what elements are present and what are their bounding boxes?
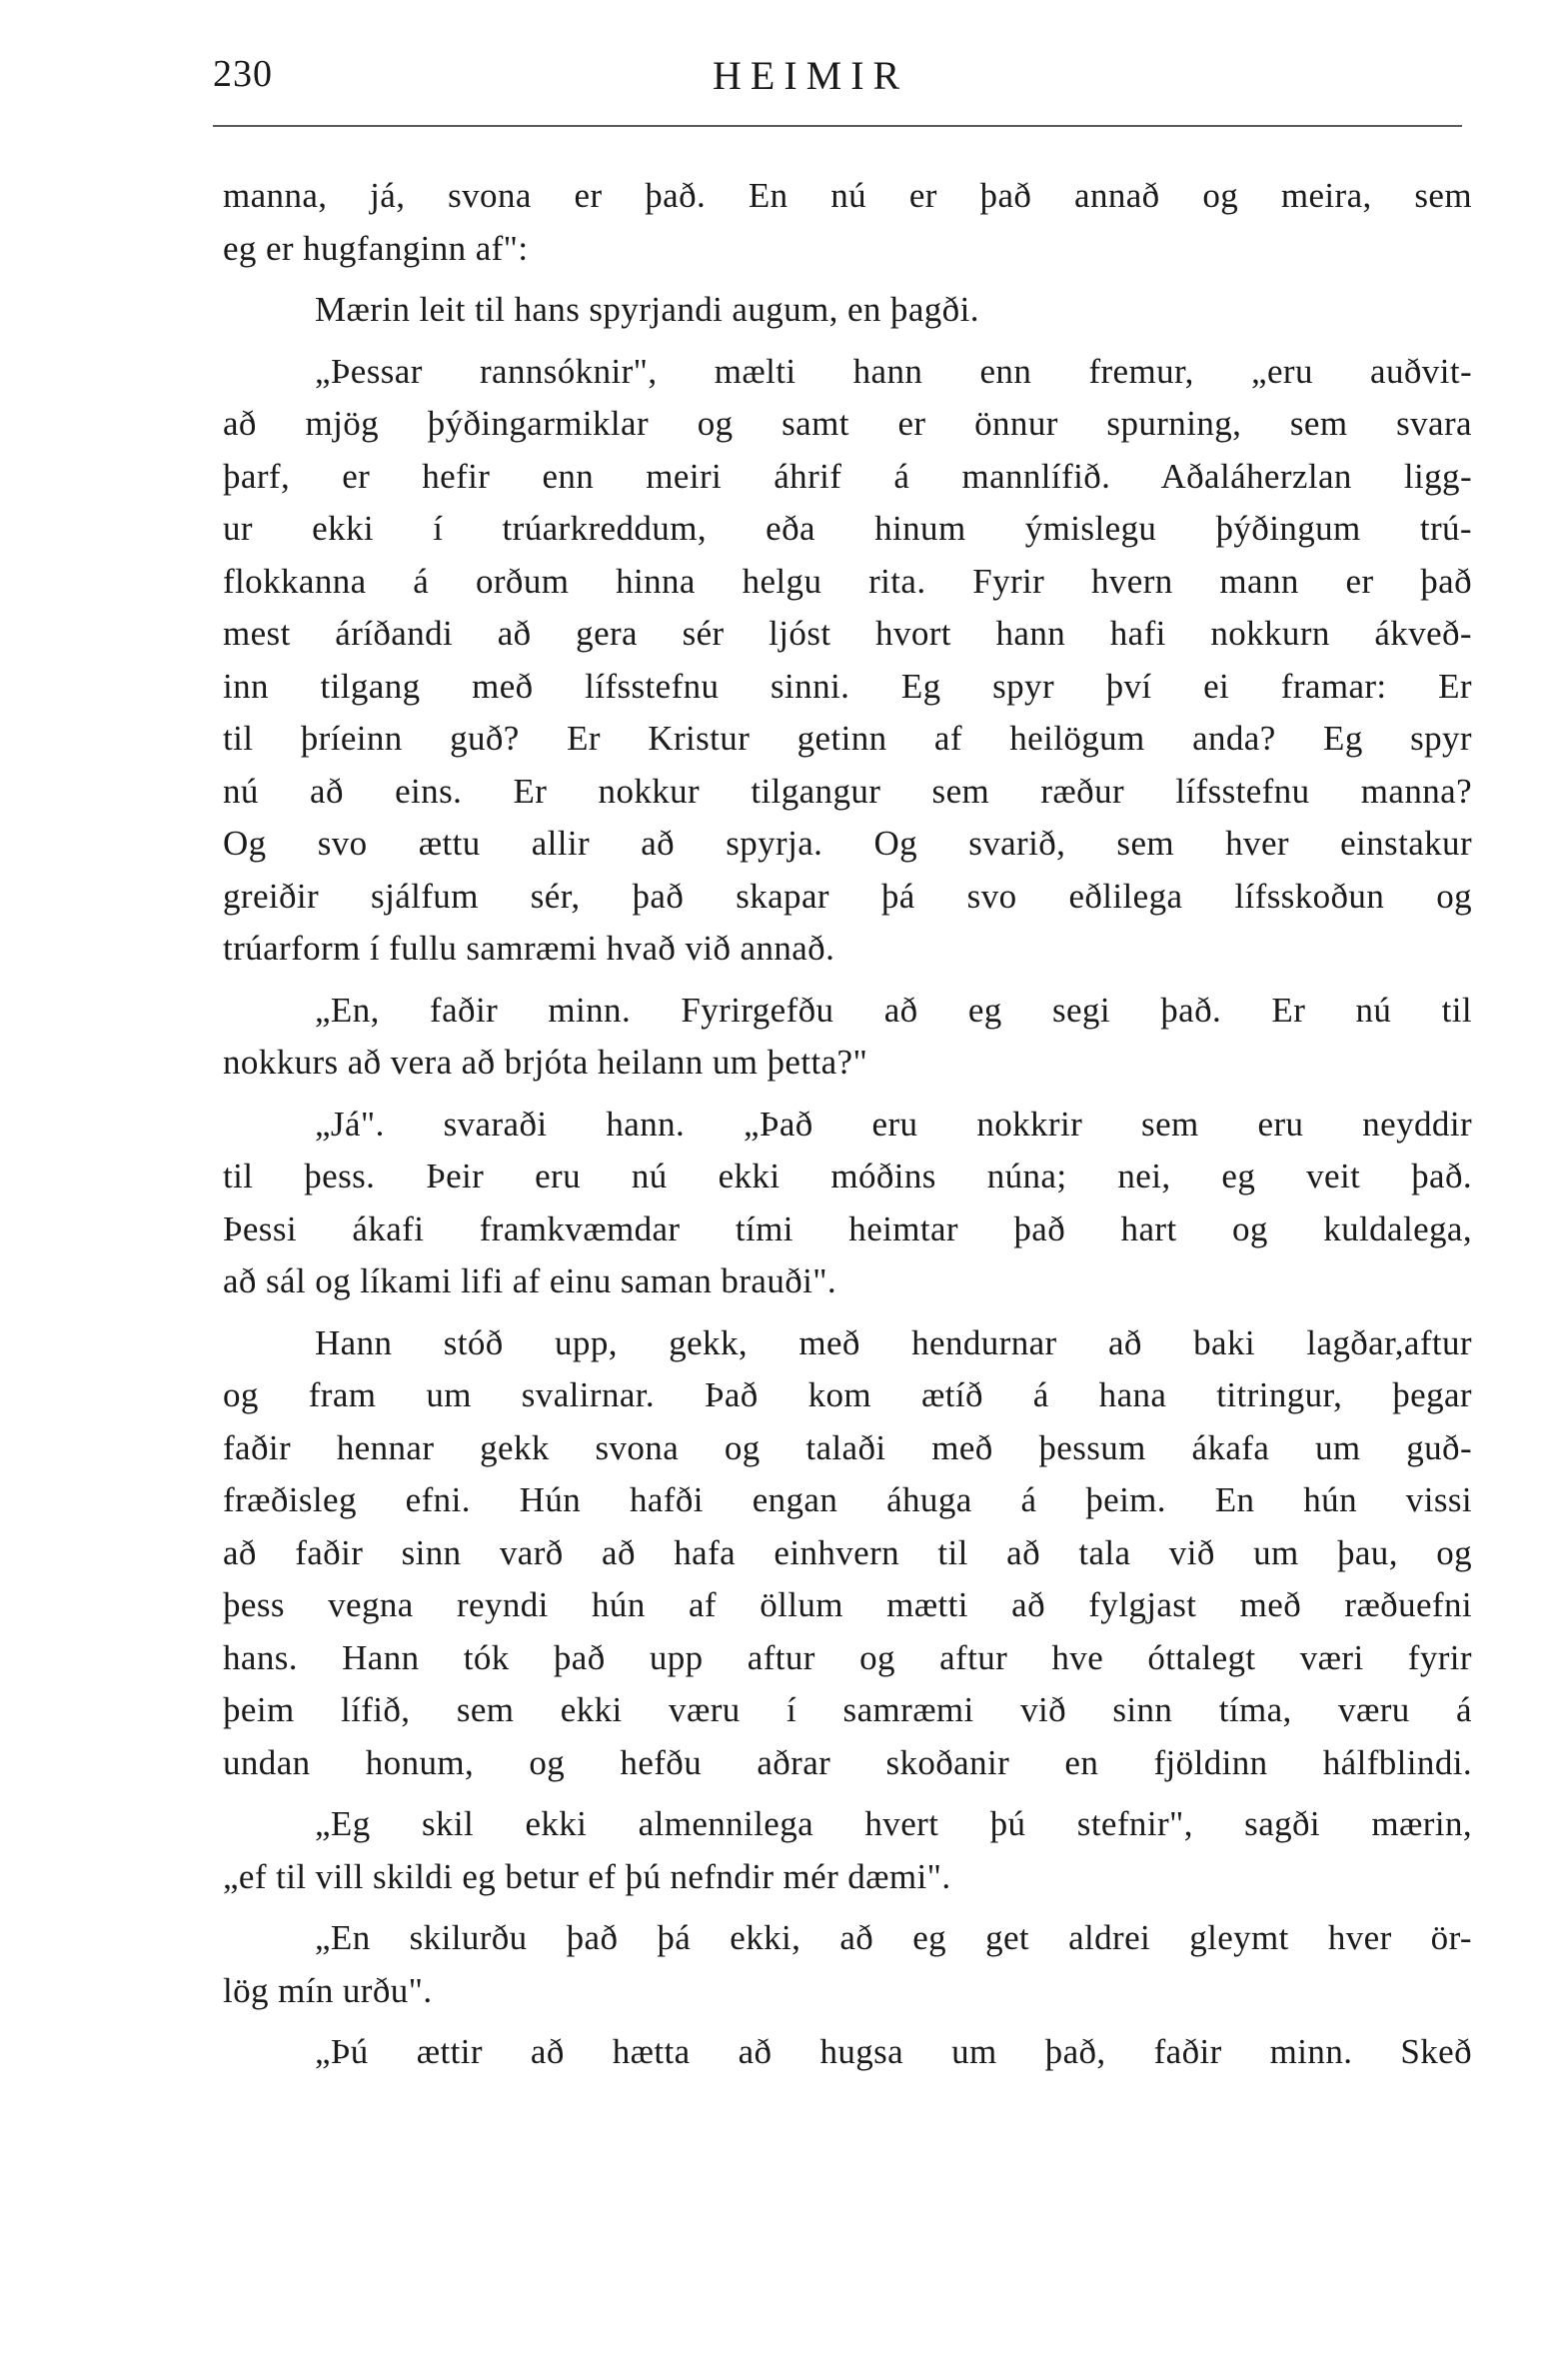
text-line: þarf, er hefir enn meiri áhrif á mannlífið. Aðaláherzlan ligg- [223, 456, 1472, 496]
text-line: „Eg skil ekki almennilega hvert þú stefnir", sagði mærin, [315, 1804, 1472, 1843]
text-line: „En, faðir minn. Fyrirgefðu að eg segi það. Er nú til [315, 990, 1472, 1030]
text-line: greiðir sjálfum sér, það skapar þá svo eðlilega lífsskoðun og [223, 876, 1472, 916]
text-line: inn tilgang með lífsstefnu sinni. Eg spyr því ei framar: Er [223, 666, 1472, 706]
text-line: eg er hugfanginn af": [223, 228, 529, 268]
text-line: Mærin leit til hans spyrjandi augum, en þagði. [315, 290, 979, 329]
text-line: til þess. Þeir eru nú ekki móðins núna; nei, eg veit það. [223, 1157, 1472, 1195]
text-line: nú að eins. Er nokkur tilgangur sem ræður lífsstefnu manna? [223, 771, 1472, 811]
page-header [213, 52, 1462, 112]
text-line: mest áríðandi að gera sér ljóst hvort hann hafi nokkurn ákveð- [223, 614, 1472, 653]
running-title: HEIMIR [713, 53, 909, 98]
text-line: flokkanna á orðum hinna helgu rita. Fyrir hvern mann er það [223, 561, 1472, 601]
text-line: „Þessar rannsóknir", mælti hann enn fremur, „eru auðvit- [315, 351, 1472, 391]
text-line: að mjög þýðingarmiklar og samt er önnur spurning, sem svara [223, 404, 1472, 443]
text-line: trúarform í fullu samræmi hvað við annað. [223, 929, 835, 968]
body-text [223, 170, 1472, 2079]
page-number: 230 [213, 53, 273, 95]
text-line: „Já". svaraði hann. „Það eru nokkrir sem eru neyddir [315, 1104, 1472, 1144]
text-line: fræðisleg efni. Hún hafði engan áhuga á þeim. En hún vissi [223, 1480, 1472, 1519]
text-line: að sál og líkami lifi af einu saman brauði". [223, 1261, 837, 1300]
text-line: og fram um svalirnar. Það kom ætíð á hana titringur, þegar [223, 1375, 1472, 1414]
text-line: nokkurs að vera að brjóta heilann um þetta?" [223, 1043, 868, 1082]
header-rule [213, 125, 1462, 127]
text-line: Og svo ættu allir að spyrja. Og svarið, sem hver einstakur [223, 824, 1472, 863]
text-line: þess vegna reyndi hún af öllum mætti að fylgjast með ræðuefni [223, 1585, 1472, 1624]
text-line: Þessi ákafi framkvæmdar tími heimtar það hart og kuldalega, [223, 1208, 1472, 1248]
text-line: „En skilurðu það þá ekki, að eg get aldrei gleymt hver ör- [315, 1918, 1472, 1957]
text-line: „Þú ættir að hætta að hugsa um það, faðir minn. Skeð [315, 2032, 1472, 2071]
text-line: manna, já, svona er það. En nú er það annað og meira, sem [223, 176, 1472, 215]
text-line: faðir hennar gekk svona og talaði með þessum ákafa um guð- [223, 1427, 1472, 1467]
text-line: hans. Hann tók það upp aftur og aftur hve óttalegt væri fyrir [223, 1637, 1472, 1677]
text-line: undan honum, og hefðu aðrar skoðanir en fjöldinn hálfblindi. [223, 1742, 1472, 1782]
text-line: Hann stóð upp, gekk, með hendurnar að baki lagðar,aftur [315, 1322, 1472, 1362]
text-line: til þríeinn guð? Er Kristur getinn af heilögum anda? Eg spyr [223, 719, 1472, 758]
text-line: ur ekki í trúarkreddum, eða hinum ýmislegu þýðingum trú- [223, 509, 1472, 548]
text-line: „ef til vill skildi eg betur ef þú nefndir mér dæmi". [223, 1856, 951, 1896]
text-line: lög mín urðu". [223, 1970, 433, 2010]
text-line: að faðir sinn varð að hafa einhvern til að tala við um þau, og [223, 1532, 1472, 1572]
text-line: þeim lífið, sem ekki væru í samræmi við sinn tíma, væru á [223, 1690, 1472, 1729]
